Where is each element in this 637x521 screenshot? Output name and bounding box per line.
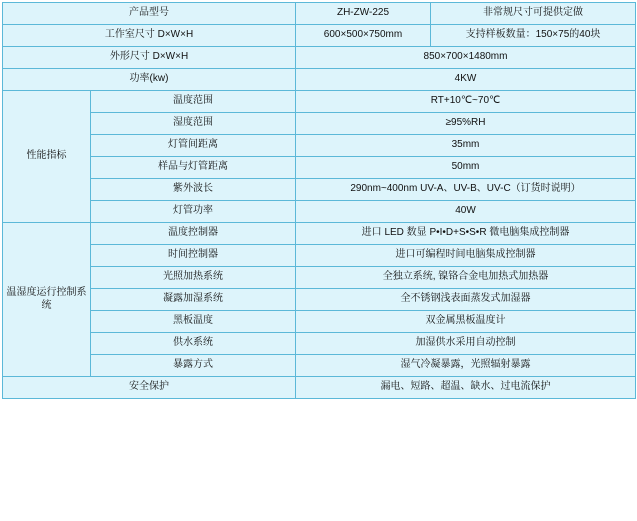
row-value: RT+10℃~70℃ bbox=[296, 91, 636, 113]
row-label: 外形尺寸 D×W×H bbox=[3, 47, 296, 69]
row-label: 工作室尺寸 D×W×H bbox=[3, 25, 296, 47]
row-value: 850×700×1480mm bbox=[296, 47, 636, 69]
row-value: 湿气冷凝暴露，光照辐射暴露 bbox=[296, 355, 636, 377]
row-value: 50mm bbox=[296, 157, 636, 179]
row-label: 紫外波长 bbox=[91, 179, 296, 201]
table-row bbox=[3, 113, 636, 135]
table-row bbox=[3, 311, 636, 333]
table-row bbox=[3, 289, 636, 311]
table-row bbox=[3, 25, 636, 47]
row-label: 黑板温度 bbox=[91, 311, 296, 333]
category-control-system: 温湿度运行控制系统 bbox=[3, 223, 91, 377]
row-label: 凝露加湿系统 bbox=[91, 289, 296, 311]
row-label: 温度控制器 bbox=[91, 223, 296, 245]
specification-table bbox=[2, 2, 636, 399]
row-value: 进口 LED 数显 P•I•D+S•S•R 微电脑集成控制器 bbox=[296, 223, 636, 245]
table-row bbox=[3, 201, 636, 223]
row-value: 全独立系统, 镍铬合金电加热式加热器 bbox=[296, 267, 636, 289]
table-row bbox=[3, 179, 636, 201]
table-row bbox=[3, 333, 636, 355]
row-value: ≥95%RH bbox=[296, 113, 636, 135]
table-row bbox=[3, 223, 636, 245]
table-row bbox=[3, 355, 636, 377]
row-value: ZH-ZW-225 bbox=[296, 3, 431, 25]
row-label: 样品与灯管距离 bbox=[91, 157, 296, 179]
table-row bbox=[3, 267, 636, 289]
table-row bbox=[3, 3, 636, 25]
row-value: 双金属黑板温度计 bbox=[296, 311, 636, 333]
row-value: 4KW bbox=[296, 69, 636, 91]
row-value: 漏电、短路、超温、缺水、过电流保护 bbox=[296, 377, 636, 399]
row-label: 暴露方式 bbox=[91, 355, 296, 377]
row-value: 进口可编程时间电脑集成控制器 bbox=[296, 245, 636, 267]
row-value: 35mm bbox=[296, 135, 636, 157]
table-row bbox=[3, 135, 636, 157]
row-value: 加湿供水采用自动控制 bbox=[296, 333, 636, 355]
row-label: 光照加热系统 bbox=[91, 267, 296, 289]
row-label: 供水系统 bbox=[91, 333, 296, 355]
row-label: 功率(kw) bbox=[3, 69, 296, 91]
row-value: 全不锈钢浅表面蒸发式加湿器 bbox=[296, 289, 636, 311]
row-label: 灯管功率 bbox=[91, 201, 296, 223]
table-row bbox=[3, 245, 636, 267]
table-row bbox=[3, 91, 636, 113]
row-value: 290nm~400nm UV-A、UV-B、UV-C（订货时说明） bbox=[296, 179, 636, 201]
row-label: 温度范围 bbox=[91, 91, 296, 113]
row-value: 600×500×750mm bbox=[296, 25, 431, 47]
row-label: 产品型号 bbox=[3, 3, 296, 25]
table-row bbox=[3, 69, 636, 91]
category-performance: 性能指标 bbox=[3, 91, 91, 223]
table-row bbox=[3, 377, 636, 399]
table-body bbox=[3, 3, 636, 399]
row-value: 40W bbox=[296, 201, 636, 223]
row-label: 安全保护 bbox=[3, 377, 296, 399]
table-row bbox=[3, 47, 636, 69]
row-note: 非常规尺寸可提供定做 bbox=[431, 3, 636, 25]
row-label: 时间控制器 bbox=[91, 245, 296, 267]
row-label: 湿度范围 bbox=[91, 113, 296, 135]
row-label: 灯管间距离 bbox=[91, 135, 296, 157]
row-note: 支持样板数量：150×75的40块 bbox=[431, 25, 636, 47]
table-row bbox=[3, 157, 636, 179]
